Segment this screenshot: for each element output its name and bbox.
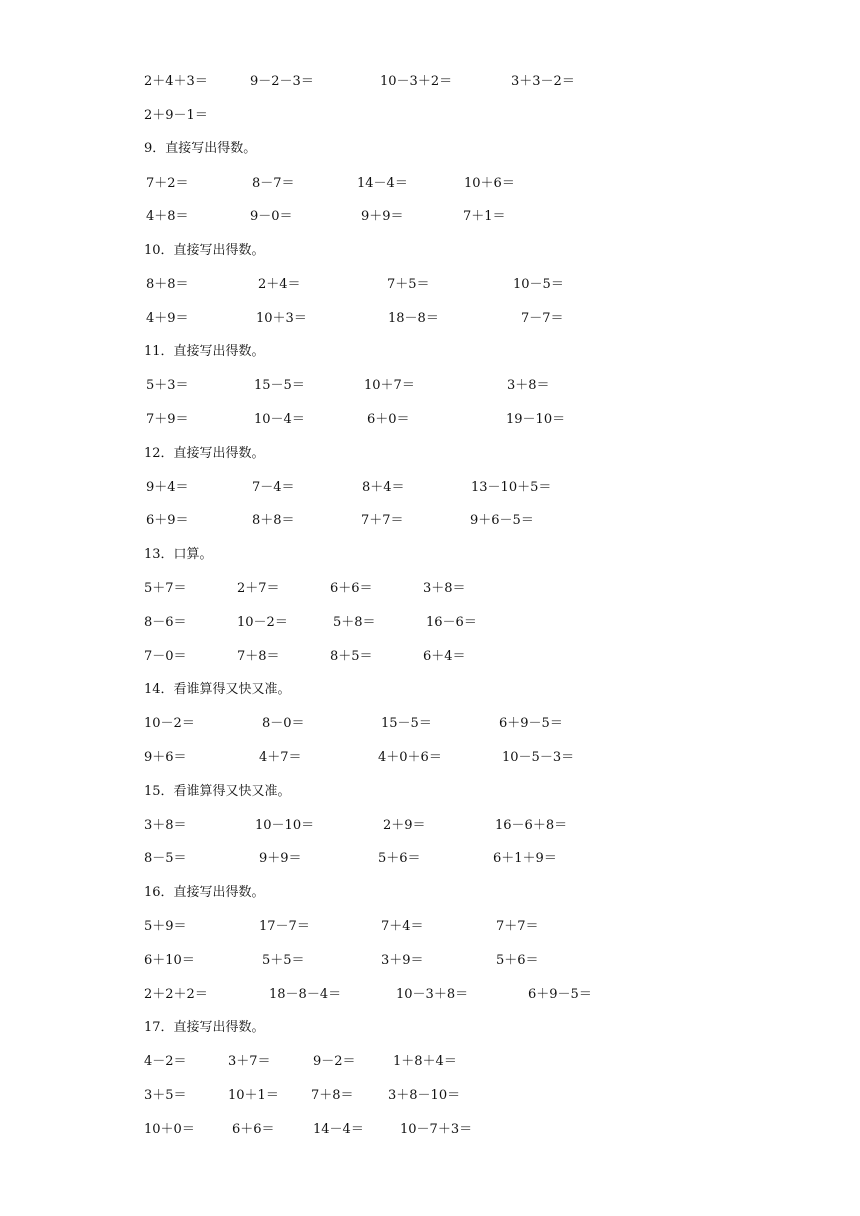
arithmetic-problem: 2＋4＋3＝ — [144, 74, 208, 89]
arithmetic-problem: 9＋6－5＝ — [470, 513, 534, 528]
arithmetic-problem: 2＋4＝ — [258, 277, 301, 292]
arithmetic-problem: 7＋5＝ — [387, 277, 430, 292]
problem-row — [0, 511, 860, 531]
arithmetic-problem: 4＋9＝ — [146, 311, 189, 326]
arithmetic-problem: 7＋9＝ — [146, 412, 189, 427]
problem-row — [0, 207, 860, 227]
problem-row — [0, 106, 860, 126]
question-title: 10．直接写出得数。 — [144, 243, 265, 258]
arithmetic-problem: 10－3＋2＝ — [380, 74, 453, 89]
problem-row — [0, 478, 860, 498]
problem-row — [0, 174, 860, 194]
problem-row — [0, 816, 860, 836]
arithmetic-problem: 10－4＝ — [254, 412, 305, 427]
problem-row — [0, 275, 860, 295]
arithmetic-problem: 9－2－3＝ — [250, 74, 314, 89]
arithmetic-problem: 2＋2＋2＝ — [144, 987, 208, 1002]
arithmetic-problem: 9＋6＝ — [144, 750, 187, 765]
arithmetic-problem: 10－5＝ — [513, 277, 564, 292]
arithmetic-problem: 8＋8＝ — [252, 513, 295, 528]
arithmetic-problem: 7＋2＝ — [146, 176, 189, 191]
question-heading — [0, 241, 860, 261]
question-title: 13．口算。 — [144, 547, 213, 562]
arithmetic-problem: 3＋7＝ — [228, 1054, 271, 1069]
arithmetic-problem: 5＋3＝ — [146, 378, 189, 393]
question-heading — [0, 342, 860, 362]
arithmetic-problem: 7＋7＝ — [496, 919, 539, 934]
arithmetic-problem: 8＋5＝ — [330, 649, 373, 664]
arithmetic-problem: 10－7＋3＝ — [400, 1122, 473, 1137]
problem-row — [0, 579, 860, 599]
arithmetic-problem: 7＋1＝ — [463, 209, 506, 224]
arithmetic-problem: 10－5－3＝ — [502, 750, 575, 765]
arithmetic-problem: 7＋8＝ — [311, 1088, 354, 1103]
arithmetic-problem: 8＋4＝ — [362, 480, 405, 495]
arithmetic-problem: 2＋9－1＝ — [144, 108, 208, 123]
arithmetic-problem: 4－2＝ — [144, 1054, 187, 1069]
arithmetic-problem: 7－0＝ — [144, 649, 187, 664]
problem-row — [0, 849, 860, 869]
arithmetic-problem: 5＋7＝ — [144, 581, 187, 596]
arithmetic-problem: 10＋1＝ — [228, 1088, 279, 1103]
arithmetic-problem: 9＋9＝ — [259, 851, 302, 866]
arithmetic-problem: 10＋3＝ — [256, 311, 307, 326]
arithmetic-problem: 14－4＝ — [357, 176, 408, 191]
arithmetic-problem: 15－5＝ — [254, 378, 305, 393]
arithmetic-problem: 10＋0＝ — [144, 1122, 195, 1137]
problem-row — [0, 309, 860, 329]
problem-row — [0, 985, 860, 1005]
problem-row — [0, 1086, 860, 1106]
problem-row — [0, 410, 860, 430]
arithmetic-problem: 6＋10＝ — [144, 953, 195, 968]
problem-row — [0, 714, 860, 734]
arithmetic-problem: 7－4＝ — [252, 480, 295, 495]
arithmetic-problem: 6＋6＝ — [330, 581, 373, 596]
arithmetic-problem: 10－10＝ — [255, 818, 315, 833]
arithmetic-problem: 10－2＝ — [237, 615, 288, 630]
arithmetic-problem: 13－10＋5＝ — [471, 480, 552, 495]
arithmetic-problem: 9＋9＝ — [361, 209, 404, 224]
arithmetic-problem: 9－2＝ — [313, 1054, 356, 1069]
problem-row — [0, 72, 860, 92]
arithmetic-problem: 7＋7＝ — [361, 513, 404, 528]
arithmetic-problem: 4＋0＋6＝ — [378, 750, 442, 765]
arithmetic-problem: 5＋6＝ — [378, 851, 421, 866]
problem-row — [0, 1120, 860, 1140]
arithmetic-problem: 6＋0＝ — [367, 412, 410, 427]
arithmetic-problem: 7＋4＝ — [381, 919, 424, 934]
question-heading — [0, 782, 860, 802]
arithmetic-problem: 2＋7＝ — [237, 581, 280, 596]
question-heading — [0, 444, 860, 464]
arithmetic-problem: 3＋8＝ — [423, 581, 466, 596]
arithmetic-problem: 4＋7＝ — [259, 750, 302, 765]
arithmetic-problem: 6＋9－5＝ — [499, 716, 563, 731]
question-title: 14．看谁算得又快又准。 — [144, 682, 291, 697]
arithmetic-problem: 3＋5＝ — [144, 1088, 187, 1103]
question-heading — [0, 680, 860, 700]
arithmetic-problem: 3＋8＝ — [507, 378, 550, 393]
problem-row — [0, 376, 860, 396]
question-title: 17．直接写出得数。 — [144, 1020, 265, 1035]
arithmetic-problem: 3＋8－10＝ — [388, 1088, 461, 1103]
arithmetic-problem: 16－6＝ — [426, 615, 477, 630]
question-heading — [0, 1018, 860, 1038]
arithmetic-problem: 5＋9＝ — [144, 919, 187, 934]
arithmetic-problem: 6＋6＝ — [232, 1122, 275, 1137]
problem-row — [0, 917, 860, 937]
arithmetic-problem: 18－8－4＝ — [269, 987, 342, 1002]
question-title: 15．看谁算得又快又准。 — [144, 784, 291, 799]
arithmetic-problem: 17－7＝ — [259, 919, 310, 934]
arithmetic-problem: 3＋9＝ — [381, 953, 424, 968]
arithmetic-problem: 14－4＝ — [313, 1122, 364, 1137]
arithmetic-problem: 6＋9－5＝ — [528, 987, 592, 1002]
problem-row — [0, 951, 860, 971]
arithmetic-problem: 10－2＝ — [144, 716, 195, 731]
arithmetic-problem: 5＋5＝ — [262, 953, 305, 968]
arithmetic-problem: 1＋8＋4＝ — [393, 1054, 457, 1069]
question-title: 12．直接写出得数。 — [144, 446, 265, 461]
arithmetic-problem: 4＋8＝ — [146, 209, 189, 224]
arithmetic-problem: 10＋7＝ — [364, 378, 415, 393]
arithmetic-problem: 6＋9＝ — [146, 513, 189, 528]
arithmetic-problem: 18－8＝ — [388, 311, 439, 326]
arithmetic-problem: 6＋4＝ — [423, 649, 466, 664]
arithmetic-problem: 8＋8＝ — [146, 277, 189, 292]
arithmetic-problem: 7＋8＝ — [237, 649, 280, 664]
arithmetic-problem: 16－6＋8＝ — [495, 818, 568, 833]
arithmetic-problem: 3＋8＝ — [144, 818, 187, 833]
arithmetic-problem: 7－7＝ — [521, 311, 564, 326]
arithmetic-problem: 6＋1＋9＝ — [493, 851, 557, 866]
arithmetic-problem: 15－5＝ — [381, 716, 432, 731]
arithmetic-problem: 19－10＝ — [506, 412, 566, 427]
problem-row — [0, 748, 860, 768]
arithmetic-problem: 8－6＝ — [144, 615, 187, 630]
arithmetic-problem: 5＋8＝ — [333, 615, 376, 630]
problem-row — [0, 647, 860, 667]
arithmetic-problem: 9－0＝ — [250, 209, 293, 224]
arithmetic-problem: 9＋4＝ — [146, 480, 189, 495]
arithmetic-problem: 5＋6＝ — [496, 953, 539, 968]
problem-row — [0, 613, 860, 633]
question-heading — [0, 139, 860, 159]
arithmetic-problem: 8－5＝ — [144, 851, 187, 866]
arithmetic-problem: 8－0＝ — [262, 716, 305, 731]
arithmetic-problem: 2＋9＝ — [383, 818, 426, 833]
question-title: 9．直接写出得数。 — [144, 141, 257, 156]
question-heading — [0, 883, 860, 903]
arithmetic-problem: 8－7＝ — [252, 176, 295, 191]
question-title: 11．直接写出得数。 — [144, 344, 265, 359]
arithmetic-problem: 10－3＋8＝ — [396, 987, 469, 1002]
arithmetic-problem: 3＋3－2＝ — [511, 74, 575, 89]
question-heading — [0, 545, 860, 565]
question-title: 16．直接写出得数。 — [144, 885, 265, 900]
arithmetic-problem: 10＋6＝ — [464, 176, 515, 191]
problem-row — [0, 1052, 860, 1072]
